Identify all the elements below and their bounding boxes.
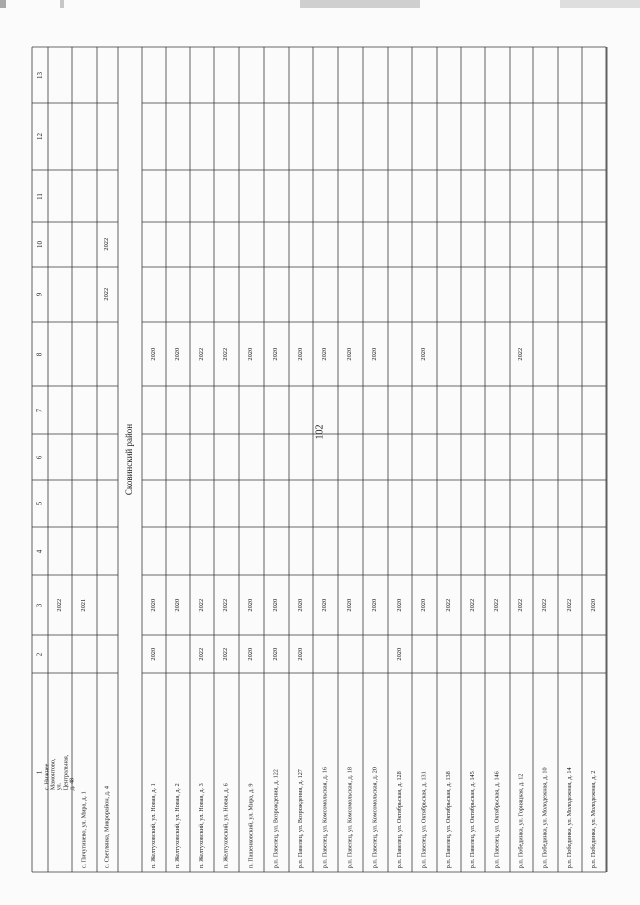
- year-cell-col-2-text: 2022: [222, 647, 230, 661]
- year-cell-col-8: [166, 322, 190, 386]
- year-cell-col-3: [166, 575, 190, 635]
- year-cell-col-8: [313, 322, 338, 386]
- year-cell-col-3: [412, 575, 437, 635]
- row-address-text: п. Желтуховский, ул. Новая, д. 6: [222, 783, 230, 868]
- row-address: [485, 673, 510, 872]
- year-cell-col-3-text: 2020: [371, 598, 379, 612]
- column-header-text: 1: [35, 770, 44, 775]
- year-cell-col-3: [313, 575, 338, 635]
- column-header-text: 12: [35, 133, 44, 140]
- year-cell-col-3: [48, 575, 72, 635]
- year-cell-col-8: [510, 322, 533, 386]
- year-cell-col-8: [363, 322, 388, 386]
- row-address-text: с. Светлянка, Микрорайон, д. 4: [103, 785, 111, 868]
- row-address: [142, 673, 166, 872]
- row-address: [510, 673, 533, 872]
- row-address: [558, 673, 582, 872]
- year-cell-col-10: [97, 222, 118, 267]
- column-header: [32, 170, 48, 222]
- year-cell-col-3-text: 2022: [517, 598, 525, 612]
- year-cell-col-2: [142, 635, 166, 673]
- year-cell-col-3-text: 2020: [173, 598, 181, 612]
- year-cell-col-3-text: 2022: [55, 598, 63, 612]
- column-header-text: 7: [35, 408, 44, 412]
- year-cell-col-3-text: 2020: [589, 598, 597, 612]
- year-cell-col-8: [338, 322, 363, 386]
- year-cell-col-8-text: 2020: [321, 347, 329, 361]
- year-cell-col-2-text: 2022: [197, 647, 205, 661]
- year-cell-col-2-text: 2020: [272, 647, 280, 661]
- year-cell-col-3: [533, 575, 558, 635]
- year-cell-col-2: [214, 635, 239, 673]
- year-cell-col-2-text: 2020: [247, 647, 255, 661]
- year-cell-col-8: [142, 322, 166, 386]
- year-cell-col-8-text: 2022: [197, 347, 205, 361]
- year-cell-col-8-text: 2020: [272, 347, 280, 361]
- year-cell-col-3: [558, 575, 582, 635]
- row-address: [264, 673, 289, 872]
- year-cell-col-8-text: 2022: [517, 347, 525, 361]
- row-address-text: р.п. Побединка, ул. Горняцкая, д. 12: [517, 773, 525, 868]
- year-cell-col-3-text: 2022: [541, 598, 549, 612]
- row-address: [43, 673, 76, 872]
- year-cell-col-8: [214, 322, 239, 386]
- page-number: 102: [314, 424, 326, 440]
- row-address-text: с. Нижнее Мамонтово, ул. Центральная, д. 48: [43, 754, 76, 791]
- row-address: [72, 673, 97, 872]
- row-address: [166, 673, 190, 872]
- year-cell-col-3: [485, 575, 510, 635]
- year-cell-col-3-text: 2022: [493, 598, 501, 612]
- row-address: [313, 673, 338, 872]
- year-cell-col-9-text: 2022: [103, 288, 111, 301]
- column-header: [32, 480, 48, 527]
- year-cell-col-8-text: 2020: [247, 347, 255, 361]
- year-cell-col-2-text: 2020: [296, 647, 304, 661]
- column-header-text: 4: [35, 549, 44, 553]
- column-header: [32, 575, 48, 635]
- year-cell-col-3-text: 2022: [222, 598, 230, 612]
- row-address-text: р.п. Павелец, ул. Комсомольская, д. 18: [346, 766, 354, 868]
- row-address-text: п. Желтуховский, ул. Новая, д. 3: [197, 783, 205, 868]
- year-cell-col-8: [412, 322, 437, 386]
- year-cell-col-2-text: 2020: [149, 647, 157, 661]
- row-address: [338, 673, 363, 872]
- year-cell-col-3: [388, 575, 412, 635]
- row-address: [190, 673, 214, 872]
- year-cell-col-3-text: 2020: [247, 598, 255, 612]
- column-header: [32, 47, 48, 103]
- year-cell-col-3-text: 2020: [296, 598, 304, 612]
- year-cell-col-3-text: 2020: [149, 598, 157, 612]
- row-address: [582, 673, 606, 872]
- year-cell-col-3: [437, 575, 461, 635]
- row-address-text: р.п. Павелец, ул. Октябрьская, д. 128: [395, 771, 403, 868]
- year-cell-col-2: [289, 635, 313, 673]
- row-address: [461, 673, 485, 872]
- district-heading: [118, 47, 142, 872]
- column-header: [32, 103, 48, 170]
- row-address-text: р.п. Побединка, ул. Молодежная, д. 10: [541, 767, 549, 868]
- row-address: [289, 673, 313, 872]
- year-cell-col-3: [72, 575, 97, 635]
- column-header-text: 5: [35, 501, 44, 506]
- column-header: [32, 527, 48, 575]
- year-cell-col-3-text: 2022: [468, 598, 476, 612]
- year-cell-col-3: [289, 575, 313, 635]
- year-cell-col-2: [264, 635, 289, 673]
- year-cell-col-3-text: 2021: [80, 598, 88, 612]
- year-cell-col-3: [582, 575, 606, 635]
- year-cell-col-3-text: 2020: [395, 598, 403, 612]
- year-cell-col-8: [239, 322, 264, 386]
- year-cell-col-3: [239, 575, 264, 635]
- column-header-text: 2: [35, 652, 44, 656]
- row-address-text: п. Желтуховский, ул. Новая, д. 1: [149, 783, 157, 868]
- year-cell-col-10-text: 2022: [103, 238, 111, 251]
- column-header-text: 3: [35, 603, 44, 607]
- row-address-text: р.п. Павелец, ул. Возрождения, д. 122: [272, 768, 280, 868]
- row-address: [97, 673, 118, 872]
- column-header-text: 11: [35, 192, 44, 200]
- column-header-text: 8: [35, 352, 44, 356]
- year-cell-col-3-text: 2020: [420, 598, 428, 612]
- year-cell-col-3: [461, 575, 485, 635]
- year-cell-col-3: [338, 575, 363, 635]
- year-cell-col-3-text: 2020: [272, 598, 280, 612]
- row-address-text: п. Желтуховский, ул. Новая, д. 2: [173, 783, 181, 868]
- year-cell-col-3: [510, 575, 533, 635]
- district-heading-text: Сковинский район: [124, 423, 135, 496]
- column-header: [32, 434, 48, 480]
- year-cell-col-8: [289, 322, 313, 386]
- column-header: [32, 222, 48, 267]
- row-address-text: р.п. Павелец, ул. Возрождения, д. 127: [296, 768, 304, 868]
- year-cell-col-8-text: 2022: [222, 347, 230, 361]
- row-address-text: р.п. Побединка, ул. Молодежная, д. 14: [565, 767, 573, 868]
- row-address: [533, 673, 558, 872]
- year-cell-col-3-text: 2022: [565, 598, 573, 612]
- row-address-text: с. Пичугинево, ул. Мира, д. 1: [80, 791, 88, 868]
- year-cell-col-3: [264, 575, 289, 635]
- year-cell-col-8: [264, 322, 289, 386]
- column-header: [32, 386, 48, 434]
- year-cell-col-2: [190, 635, 214, 673]
- row-address-text: р.п. Павелец, ул. Октябрьская, д. 138: [444, 771, 452, 868]
- row-address: [412, 673, 437, 872]
- year-cell-col-8-text: 2020: [346, 347, 354, 361]
- year-cell-col-8-text: 2020: [420, 347, 428, 361]
- column-header: [32, 322, 48, 386]
- column-header: [32, 635, 48, 673]
- column-header-text: 6: [35, 455, 44, 459]
- row-address: [437, 673, 461, 872]
- row-address-text: п. Пашенковский, ул. Мира, д. 9: [247, 783, 255, 868]
- year-cell-col-3: [142, 575, 166, 635]
- column-header-text: 13: [35, 71, 44, 79]
- row-address-text: р.п. Павелец, ул. Октябрьская, д. 131: [420, 771, 428, 868]
- row-address-text: р.п. Павелец, ул. Октябрьская, д. 145: [468, 771, 476, 868]
- year-cell-col-8-text: 2020: [149, 347, 157, 361]
- year-cell-col-3: [363, 575, 388, 635]
- year-cell-col-3-text: 2022: [197, 598, 205, 612]
- year-cell-col-2: [239, 635, 264, 673]
- row-address: [363, 673, 388, 872]
- row-address-text: р.п. Побединка, ул. Молодежная, д. 2: [589, 770, 597, 868]
- year-cell-col-3: [190, 575, 214, 635]
- year-cell-col-8-text: 2020: [173, 347, 181, 361]
- year-cell-col-3-text: 2022: [444, 598, 452, 612]
- column-header-text: 10: [35, 241, 44, 248]
- year-cell-col-2: [388, 635, 412, 673]
- year-cell-col-3-text: 2020: [346, 598, 354, 612]
- year-cell-col-2-text: 2020: [395, 647, 403, 661]
- year-cell-col-3: [214, 575, 239, 635]
- column-header: [32, 267, 48, 322]
- year-cell-col-8: [190, 322, 214, 386]
- row-address-text: р.п. Павелец, ул. Октябрьская, д. 146: [493, 771, 501, 868]
- year-cell-col-9: [97, 267, 118, 322]
- column-header-text: 9: [35, 292, 44, 297]
- row-address-text: р.п. Павелец, ул. Комсомольская, д. 16: [321, 766, 329, 868]
- year-cell-col-8-text: 2020: [296, 347, 304, 361]
- row-address: [239, 673, 264, 872]
- row-address: [214, 673, 239, 872]
- row-address-text: р.п. Павелец, ул. Комсомольская, д. 20: [371, 766, 379, 868]
- year-cell-col-8-text: 2020: [371, 347, 379, 361]
- year-cell-col-3-text: 2020: [321, 598, 329, 612]
- row-address: [388, 673, 412, 872]
